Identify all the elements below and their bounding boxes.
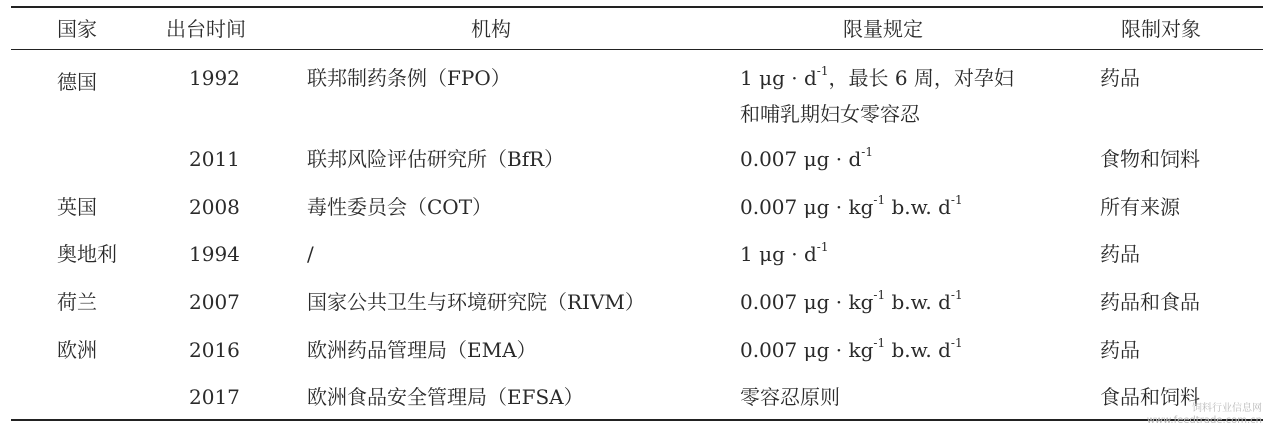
table-top-rule: [11, 6, 1263, 8]
cell-target: 食物和饲料: [1100, 147, 1200, 171]
header-agency: 机构: [471, 17, 511, 41]
cell-country: 欧洲: [57, 338, 97, 362]
cell-year: 2008: [189, 195, 240, 219]
cell-year: 1994: [189, 242, 240, 266]
cell-agency: 毒性委员会（COT）: [307, 195, 493, 219]
cell-year: 2017: [189, 385, 240, 409]
cell-year: 1992: [189, 66, 240, 90]
watermark-line2: www.feedtrade.com.cn: [1146, 415, 1262, 426]
cell-target: 药品: [1100, 242, 1140, 266]
cell-year: 2007: [189, 290, 240, 314]
cell-limit: 1 $\mu g \cdot d^{-1}$: [740, 240, 829, 266]
cell-limit: 0.007 $\mu g \cdot kg^{-1}$ b.w. $d^{-1}$: [740, 288, 963, 314]
cell-limit: 0.007 $\mu g \cdot d^{-1}$: [740, 145, 873, 171]
cell-year: 2011: [189, 147, 240, 171]
header-target: 限制对象: [1121, 17, 1201, 41]
header-country: 国家: [57, 17, 97, 41]
cell-agency: /: [307, 242, 314, 266]
cell-limit-line2: 和哺乳期妇女零容忍: [740, 102, 920, 126]
cell-limit: 1 $\mu g \cdot d^{-1}$，最长 6 周，对孕妇: [740, 64, 1014, 90]
cell-country: 奥地利: [57, 242, 117, 266]
cell-target: 食品和饲料: [1100, 385, 1200, 409]
cell-year: 2016: [189, 338, 240, 362]
cell-target: 药品: [1100, 338, 1140, 362]
cell-limit: 零容忍原则: [740, 385, 840, 409]
cell-agency: 欧洲药品管理局（EMA）: [307, 338, 537, 362]
table-header-rule: [11, 49, 1263, 50]
cell-country: 荷兰: [57, 290, 97, 314]
cell-agency: 联邦风险评估研究所（BfR）: [307, 147, 565, 171]
table-bottom-rule: [11, 419, 1263, 421]
cell-agency: 联邦制药条例（FPO）: [307, 66, 511, 90]
cell-target: 药品: [1100, 66, 1140, 90]
cell-limit: 0.007 $\mu g \cdot kg^{-1}$ b.w. $d^{-1}$: [740, 193, 963, 219]
cell-country: 英国: [57, 195, 97, 219]
watermark-line1: 饲料行业信息网: [1192, 403, 1262, 414]
header-limit: 限量规定: [843, 17, 923, 41]
header-year: 出台时间: [166, 17, 246, 41]
cell-target: 药品和食品: [1100, 290, 1200, 314]
cell-agency: 国家公共卫生与环境研究院（RIVM）: [307, 290, 645, 314]
cell-target: 所有来源: [1100, 195, 1180, 219]
cell-country: 德国: [57, 70, 97, 94]
cell-agency: 欧洲食品安全管理局（EFSA）: [307, 385, 584, 409]
cell-limit: 0.007 $\mu g \cdot kg^{-1}$ b.w. $d^{-1}$: [740, 336, 963, 362]
watermark: [1147, 403, 1262, 427]
